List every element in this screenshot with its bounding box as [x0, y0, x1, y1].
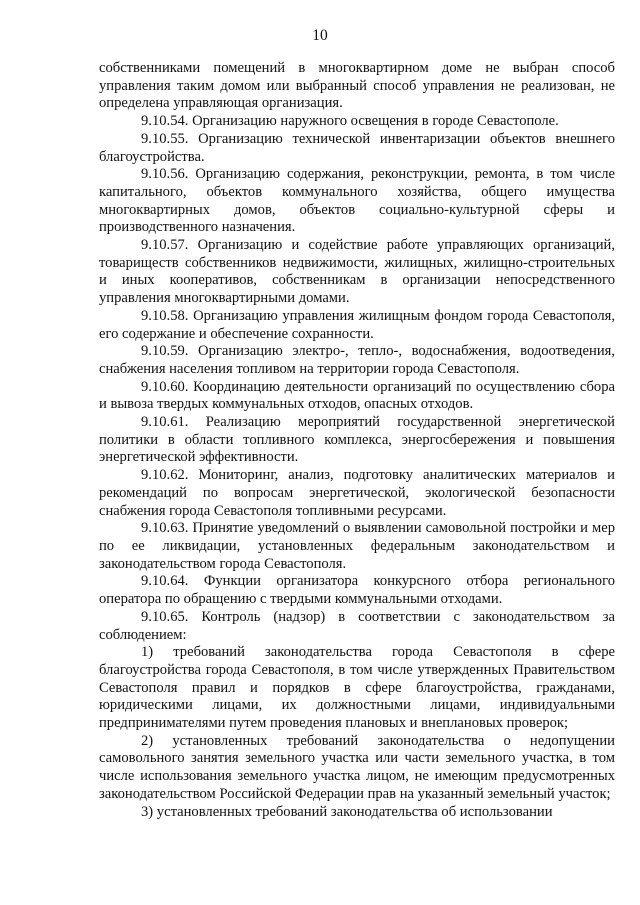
paragraph: 9.10.57. Организацию и содействие работе управляющих организаций, товариществ собственников недвижимости, жилищных, жилищно-строительных и иных кооперативов, собственникам в организации непосредственного управления многоквартирными домами.	[99, 237, 615, 307]
paragraph: 9.10.65. Контроль (надзор) в соответствии с законодательством за соблюдением:	[99, 608, 615, 643]
paragraph: 9.10.63. Принятие уведомлений о выявлении самовольной постройки и мер по ее ликвидации, установленных федеральным законодательством и законодательством города Севастополя.	[99, 520, 615, 572]
paragraph: 9.10.64. Функции организатора конкурсного отбора регионального оператора по обращению с твердыми коммунальными отходами.	[99, 573, 615, 608]
paragraph: 9.10.60. Координацию деятельности организаций по осуществлению сбора и вывоза твердых коммунальных отходов, опасных отходов.	[99, 378, 615, 413]
document-body	[99, 60, 615, 821]
paragraph: 9.10.55. Организацию технической инвентаризации объектов внешнего благоустройства.	[99, 130, 615, 165]
paragraph: 9.10.62. Мониторинг, анализ, подготовку аналитических материалов и рекомендаций по вопросам энергетической, экологической безопасности снабжения города Севастополя топливными ресурсами.	[99, 467, 615, 519]
paragraph: 9.10.58. Организацию управления жилищным фондом города Севастополя, его содержание и обеспечение сохранности.	[99, 307, 615, 342]
paragraph: 9.10.59. Организацию электро-, тепло-, водоснабжения, водоотведения, снабжения населения топливом на территории города Севастополя.	[99, 343, 615, 377]
paragraph: 1) требований законодательства города Севастополя в сфере благоустройства города Севастополя, в том числе утвержденных Правительством Севастополя правил и порядков в сфере благоустройства, гражданами, юридическими лицами, их должностными лицами, индивидуальными предпринимателями путем проведения плановых и внеплановых проверок;	[99, 644, 615, 732]
paragraph: 3) установленных требований законодательства об использовании	[141, 803, 553, 820]
paragraph: 9.10.54. Организацию наружного освещения в городе Севастополе.	[141, 113, 559, 130]
paragraph: 9.10.56. Организацию содержания, реконструкции, ремонта, в том числе капитального, объектов коммунального хозяйства, общего имущества многоквартирных домов, объектов социально-культурной сферы и производственного назначения.	[99, 166, 615, 236]
paragraph: 2) установленных требований законодательства о недопущении самовольного занятия земельного участка или части земельного участка, в том числе использования земельного участка лицом, не имеющим предусмотренных законодательством Российской Федерации прав на указанный земельный участок;	[99, 732, 615, 802]
paragraph: собственниками помещений в многоквартирном доме не выбран способ управления таким домом или выбранный способ управления не реализован, не определена управляющая организация.	[99, 60, 615, 112]
page-number: 10	[312, 27, 328, 44]
paragraph: 9.10.61. Реализацию мероприятий государственной энергетической политики в области топливного комплекса, энергосбережения и повышения энергетической эффективности.	[99, 414, 615, 466]
